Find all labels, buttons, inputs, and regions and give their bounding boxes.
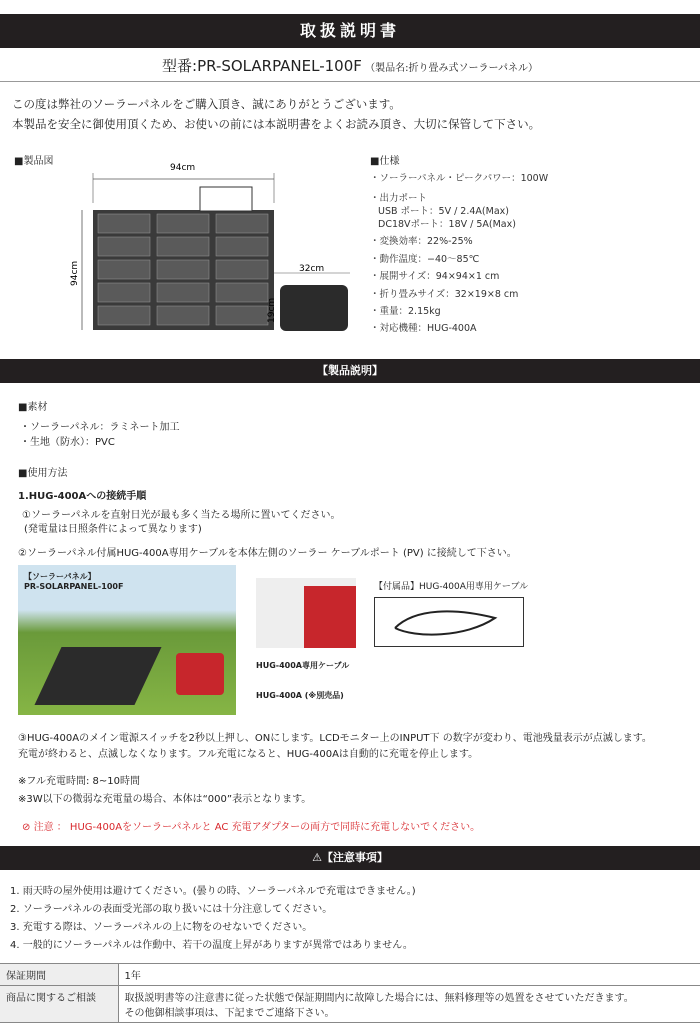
width-label: 94cm [170, 163, 196, 173]
solar-cell [98, 214, 150, 233]
drawing-label: ■製品図 [14, 156, 54, 167]
warning-item: 3. 充電する際は、ソーラーパネルの上に物をのせないでください。 [10, 922, 313, 933]
warning-icon: ⚠ [312, 851, 322, 864]
warning-item: 1. 雨天時の屋外使用は避けてください。(曇りの時、ソーラーパネルで充電はできません。) [10, 886, 416, 897]
solar-cell [157, 306, 209, 325]
accessory-label: 【付属品】HUG-400A用専用ケーブル [374, 582, 529, 592]
material-item: ・ソーラーパネル：ラミネート加工 [20, 422, 180, 433]
note-1: ※フル充電時間: 8~10時間 [18, 776, 140, 787]
warning-section-bar [0, 846, 700, 870]
solar-cell [157, 260, 209, 279]
product-drawing [60, 155, 360, 345]
solar-cell [98, 306, 150, 325]
spec-item: ・変換効率：22%-25% [370, 236, 473, 247]
prohibit-icon: ⊘ [22, 822, 31, 833]
solar-cell [157, 237, 209, 256]
model-row [0, 55, 700, 76]
solar-cell [216, 306, 268, 325]
solar-panel-image [34, 647, 161, 705]
unit-callout: HUG-400A (※別売品) [256, 691, 344, 700]
consult-line-2: その他御相談事項は、下記までご連絡下さい。 [124, 1008, 335, 1019]
product-section-bar [0, 359, 700, 383]
solar-cell [216, 237, 268, 256]
solar-cell [216, 260, 268, 279]
step-1-note: (発電量は日照条件によって異なります) [24, 524, 202, 535]
spec-item: ・ソーラーパネル・ピークパワー：100W [370, 173, 549, 184]
cable-image [375, 598, 523, 646]
spec-item: ・折り畳みサイズ：32×19×8 cm [370, 289, 519, 300]
page-title: 取扱説明書 [299, 21, 400, 40]
consult-line-1: 取扱説明書等の注意書に従った状態で保証期間内に故障した場合には、無料修理等の処置をさせていただきます。 [124, 993, 634, 1004]
consult-header: 商品に関するご相談 [0, 986, 118, 1023]
solar-cell [98, 283, 150, 302]
model-number: 型番:PR-SOLARPANEL-100F [162, 57, 362, 75]
intro-line-2: 本製品を安全に御使用頂くため、お使いの前には本説明書をよくお読み頂き、大切に保管して下さい。 [12, 117, 541, 131]
port-photo [256, 578, 356, 648]
solar-cell [157, 283, 209, 302]
usage-label: ■使用方法 [18, 468, 68, 479]
warning-section-title: 【注意事項】 [321, 851, 388, 864]
junction-box [200, 187, 252, 211]
folded-width-label: 32cm [299, 264, 325, 274]
material-item: ・生地（防水）：PVC [20, 437, 115, 448]
note-2: ※3W以下の微弱な充電量の場合、本体は“000”表示となります。 [18, 794, 312, 805]
solar-cell [216, 214, 268, 233]
accessory-photo [374, 597, 524, 647]
step-1: ①ソーラーパネルを直射日光が最も多く当たる場所に置いてください。 [22, 510, 341, 521]
divider [0, 81, 700, 82]
title-bar [0, 14, 700, 48]
intro-line-1: この度は弊社のソーラーパネルをご購入頂き、誠にありがとうございます。 [12, 97, 401, 111]
solar-cell [157, 214, 209, 233]
power-station-image [176, 653, 224, 695]
spec-label: ■仕様 [370, 156, 400, 167]
spec-item: DC18Vポート：18V / 5A(Max) [378, 219, 516, 230]
solar-cell [98, 260, 150, 279]
warranty-table [0, 963, 700, 1023]
folded-panel [280, 285, 348, 331]
solar-cell [98, 237, 150, 256]
step-title: 1.HUG-400Aへの接続手順 [18, 491, 147, 502]
step-2: ②ソーラーパネル付属HUG-400A専用ケーブルを本体左側のソーラー ケーブルポート (PV) に接続して下さい。 [18, 548, 517, 559]
usage-photo [18, 565, 236, 715]
warning-item: 2. ソーラーパネルの表面受光部の取り扱いには十分注意してください。 [10, 904, 333, 915]
spec-item: ・動作温度：−40〜85℃ [370, 254, 480, 265]
photo-tag-2: PR-SOLARPANEL-100F [24, 582, 124, 591]
photo-tag-1: 【ソーラーパネル】 [24, 572, 96, 581]
product-name: （製品名:折り畳み式ソーラーパネル） [365, 63, 538, 74]
step-3-cont: 充電が終わると、点滅しなくなります。フル充電になると、HUG-400Aは自動的に充電を停止します。 [18, 749, 479, 760]
spec-item: ・重量：2.15kg [370, 306, 441, 317]
cable-callout: HUG-400A専用ケーブル [256, 661, 350, 670]
warranty-value: 1年 [118, 964, 700, 986]
spec-item: ・対応機種：HUG-400A [370, 323, 477, 334]
height-label: 94cm [70, 260, 80, 286]
product-section-title: 【製品説明】 [317, 364, 383, 377]
consult-value [118, 986, 700, 1023]
caution [22, 818, 480, 833]
warranty-header: 保証期間 [0, 964, 118, 986]
spec-item: USB ポート：5V / 2.4A(Max) [378, 206, 509, 217]
caution-text: 注意 ： HUG-400Aをソーラーパネルと AC 充電アダプターの両方で同時に充電しないでください。 [33, 822, 481, 833]
warning-item: 4. 一般的にソーラーパネルは作動中、若干の温度上昇がありますが異常ではありません。 [10, 940, 413, 951]
spec-item: ・出力ポート [370, 193, 428, 204]
folded-height-label: 19cm [267, 297, 277, 323]
spec-item: ・展開サイズ：94×94×1 cm [370, 271, 500, 282]
unit-side-image [304, 586, 356, 648]
solar-cell [216, 283, 268, 302]
step-3: ③HUG-400Aのメイン電源スイッチを2秒以上押し、ONにします。LCDモニター上のINPUT下 の数字が変わり、電池残量表示が点滅します。 [18, 733, 652, 744]
material-label: ■素材 [18, 402, 48, 413]
